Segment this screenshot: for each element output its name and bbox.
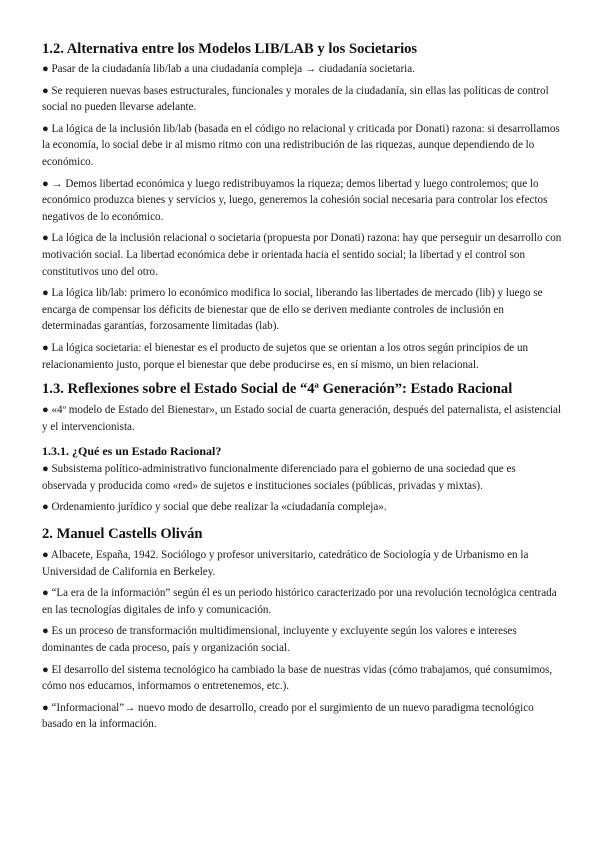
section-heading-1-3: 1.3. Reflexiones sobre el Estado Social de “4ª Generación”: Estado Racional xyxy=(42,381,513,398)
section-1-3-body xyxy=(42,402,562,435)
section-heading-1-2: 1.2. Alternativa entre los Modelos LIB/LAB y los Societarios xyxy=(42,41,418,57)
section-heading-2: 2. Manuel Castells Oliván xyxy=(42,526,203,543)
bullet-paragraph: ● Se requieren nuevas bases estructurales, funcionales y morales de la ciudadanía, sin ellas las políticas de control social no pueden llevarse adelante. xyxy=(42,84,549,114)
bullet-paragraph: ● “Informacional”→ nuevo modo de desarrollo, creado por el surgimiento de un nuevo paradigma tecnológico basado en la información. xyxy=(42,701,534,731)
section-heading-1-3-1: 1.3.1. ¿Qué es un Estado Racional? xyxy=(42,444,222,459)
bullet-paragraph: ● La lógica societaria: el bienestar es el producto de sujetos que se orientan a los otros según principios de un relacionamiento justo, porque el bienestar que debe producirse es, en sí mismo, un bien relacional. xyxy=(42,341,529,371)
bullet-paragraph: ● Es un proceso de transformación multidimensional, incluyente y excluyente según los valores e intereses dominantes de cada proceso, país y organización social. xyxy=(42,625,517,655)
section-1-2-body xyxy=(42,61,562,373)
bullet-paragraph: ● «4º modelo de Estado del Bienestar», un Estado social de cuarta generación, después del paternalista, el asistencial y el intervencionista. xyxy=(42,404,562,433)
bullet-paragraph: ● Albacete, España, 1942. Sociólogo y profesor universitario, catedrático de Sociología y de Urbanismo en la Universidad de California en Berkeley. xyxy=(42,549,529,578)
bullet-paragraph: ● Pasar de la ciudadanía lib/lab a una ciudadanía compleja → ciudadanía societaria. xyxy=(42,63,415,75)
bullet-paragraph: ● Subsistema político-administrativo funcionalmente diferenciado para el gobierno de una sociedad que es observada y producida como «red» de sujetos e instituciones sociales (públicas, privadas y mixtas). xyxy=(42,463,516,492)
bullet-paragraph: ● “La era de la información” según él es un periodo histórico caracterizado por una revolución tecnológica centrada en las tecnologías digitales de info y comunicación. xyxy=(42,587,557,616)
section-1-3-1-body xyxy=(42,461,562,516)
bullet-paragraph: ● Ordenamiento jurídico y social que debe realizar la «ciudadanía compleja». xyxy=(42,501,387,514)
section-2-body xyxy=(42,547,562,733)
bullet-paragraph: ● La lógica lib/lab: primero lo económico modifica lo social, liberando las libertades de mercado (lib) y luego se encarga de compensar los déficits de bienestar que de ello se deriven mediante controles de inclusión en determinadas garantías, forzosamente limitadas (lab). xyxy=(42,287,543,333)
bullet-paragraph: ● El desarrollo del sistema tecnológico ha cambiado la base de nuestras vidas (cómo trabajamos, qué consumimos, cómo nos educamos, informamos o entretenemos, etc.). xyxy=(42,663,553,693)
bullet-paragraph: ● La lógica de la inclusión relacional o societaria (propuesta por Donati) razona: hay que perseguir un desarrollo con motivación social. La libertad económica debe ir orientada hacia el sentido social; la libertad y el control son constitutivos uno del otro. xyxy=(42,232,562,278)
bullet-paragraph: ● → Demos libertad económica y luego redistribuyamos la riqueza; demos libertad y luego controlemos; que lo económico produzca bienes y servicios y, luego, generemos la cohesión social necesaria para controlar los efectos negativos de lo económico. xyxy=(42,177,548,223)
bullet-paragraph: ● La lógica de la inclusión lib/lab (basada en el código no relacional y criticada por Donati) razona: si desarrollamos la economía, lo social debe ir al mismo ritmo con una redistribución de las riquezas, aunque dependiendo de lo económico. xyxy=(42,122,560,168)
